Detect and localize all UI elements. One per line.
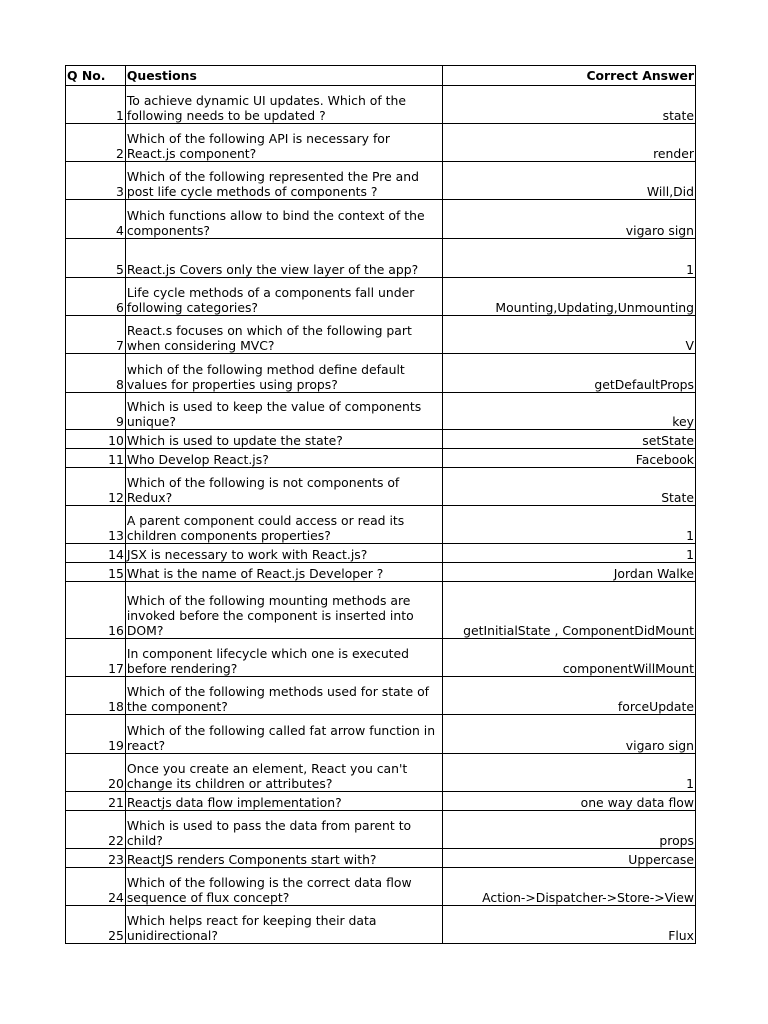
question-number-cell: 8 (66, 354, 126, 393)
question-number-cell: 5 (66, 239, 126, 278)
answer-cell: Mounting,Updating,Unmounting (443, 278, 696, 316)
table-row (66, 278, 696, 316)
question-number-cell: 19 (66, 715, 126, 754)
question-number-cell: 22 (66, 811, 126, 849)
question-number-cell: 9 (66, 393, 126, 430)
table-row (66, 393, 696, 430)
question-cell: Which of the following represented the Pre and post life cycle methods of components ? (125, 162, 443, 200)
question-cell: Which is used to pass the data from parent to child? (125, 811, 443, 849)
answer-cell: componentWillMount (443, 639, 696, 677)
question-cell: Which of the following mounting methods are invoked before the component is inserted into DOM? (125, 582, 443, 639)
answer-cell: Jordan Walke (443, 563, 696, 582)
answer-cell: Flux (443, 906, 696, 944)
question-cell: React.js Covers only the view layer of the app? (125, 239, 443, 278)
question-number-cell: 20 (66, 754, 126, 792)
question-cell: Which of the following is the correct data flow sequence of flux concept? (125, 868, 443, 906)
table-row (66, 468, 696, 506)
answer-cell: props (443, 811, 696, 849)
table-row (66, 849, 696, 868)
answer-cell: Uppercase (443, 849, 696, 868)
table-row (66, 354, 696, 393)
question-cell: Which of the following called fat arrow function in react? (125, 715, 443, 754)
answer-cell: vigaro sign (443, 200, 696, 239)
question-cell: In component lifecycle which one is executed before rendering? (125, 639, 443, 677)
question-number-cell: 16 (66, 582, 126, 639)
question-number-cell: 11 (66, 449, 126, 468)
question-cell: Reactjs data flow implementation? (125, 792, 443, 811)
table-row (66, 124, 696, 162)
header-correct-answer: Correct Answer (443, 66, 696, 86)
table-row (66, 162, 696, 200)
table-row (66, 715, 696, 754)
question-number-cell: 6 (66, 278, 126, 316)
table-row (66, 754, 696, 792)
answer-cell: state (443, 86, 696, 124)
question-cell: Which functions allow to bind the context of the components? (125, 200, 443, 239)
table-row (66, 200, 696, 239)
table-row (66, 430, 696, 449)
question-number-cell: 10 (66, 430, 126, 449)
question-cell: Which of the following API is necessary for React.js component? (125, 124, 443, 162)
question-number-cell: 23 (66, 849, 126, 868)
question-number-cell: 2 (66, 124, 126, 162)
question-number-cell: 14 (66, 544, 126, 563)
table-row (66, 811, 696, 849)
table-row (66, 639, 696, 677)
table-row (66, 677, 696, 715)
answer-cell: vigaro sign (443, 715, 696, 754)
answer-cell: render (443, 124, 696, 162)
question-cell: ReactJS renders Components start with? (125, 849, 443, 868)
table-row (66, 449, 696, 468)
table-row (66, 239, 696, 278)
answer-cell: 1 (443, 239, 696, 278)
answer-cell: 1 (443, 544, 696, 563)
header-question-number: Q No. (66, 66, 126, 86)
table-row (66, 563, 696, 582)
question-cell: Which of the following is not components of Redux? (125, 468, 443, 506)
answer-cell: State (443, 468, 696, 506)
question-cell: React.s focuses on which of the following part when considering MVC? (125, 316, 443, 354)
table-row (66, 582, 696, 639)
question-cell: Which of the following methods used for state of the component? (125, 677, 443, 715)
question-number-cell: 4 (66, 200, 126, 239)
answer-cell: setState (443, 430, 696, 449)
answer-cell: one way data flow (443, 792, 696, 811)
question-number-cell: 7 (66, 316, 126, 354)
table-row (66, 906, 696, 944)
table-row (66, 544, 696, 563)
answer-cell: forceUpdate (443, 677, 696, 715)
table-row (66, 506, 696, 544)
question-number-cell: 25 (66, 906, 126, 944)
question-number-cell: 21 (66, 792, 126, 811)
question-number-cell: 24 (66, 868, 126, 906)
header-row (66, 66, 696, 86)
question-number-cell: 3 (66, 162, 126, 200)
question-cell: Which is used to keep the value of components unique? (125, 393, 443, 430)
question-cell: JSX is necessary to work with React.js? (125, 544, 443, 563)
answer-cell: Action->Dispatcher->Store->View (443, 868, 696, 906)
question-number-cell: 17 (66, 639, 126, 677)
question-cell: What is the name of React.js Developer ? (125, 563, 443, 582)
question-cell: Which helps react for keeping their data unidirectional? (125, 906, 443, 944)
question-number-cell: 15 (66, 563, 126, 582)
question-number-cell: 13 (66, 506, 126, 544)
quiz-table (65, 65, 696, 944)
question-cell: Once you create an element, React you can't change its children or attributes? (125, 754, 443, 792)
question-cell: To achieve dynamic UI updates. Which of the following needs to be updated ? (125, 86, 443, 124)
answer-cell: getInitialState , ComponentDidMount (443, 582, 696, 639)
table-row (66, 792, 696, 811)
answer-cell: 1 (443, 506, 696, 544)
question-cell: which of the following method define default values for properties using props? (125, 354, 443, 393)
question-number-cell: 12 (66, 468, 126, 506)
answer-cell: Facebook (443, 449, 696, 468)
answer-cell: Will,Did (443, 162, 696, 200)
answer-cell: 1 (443, 754, 696, 792)
answer-cell: getDefaultProps (443, 354, 696, 393)
answer-cell: V (443, 316, 696, 354)
table-row (66, 868, 696, 906)
header-questions: Questions (125, 66, 443, 86)
question-cell: A parent component could access or read its children components properties? (125, 506, 443, 544)
table-row (66, 316, 696, 354)
question-number-cell: 1 (66, 86, 126, 124)
table-row (66, 86, 696, 124)
question-cell: Who Develop React.js? (125, 449, 443, 468)
answer-cell: key (443, 393, 696, 430)
question-cell: Which is used to update the state? (125, 430, 443, 449)
question-number-cell: 18 (66, 677, 126, 715)
question-cell: Life cycle methods of a components fall under following categories? (125, 278, 443, 316)
